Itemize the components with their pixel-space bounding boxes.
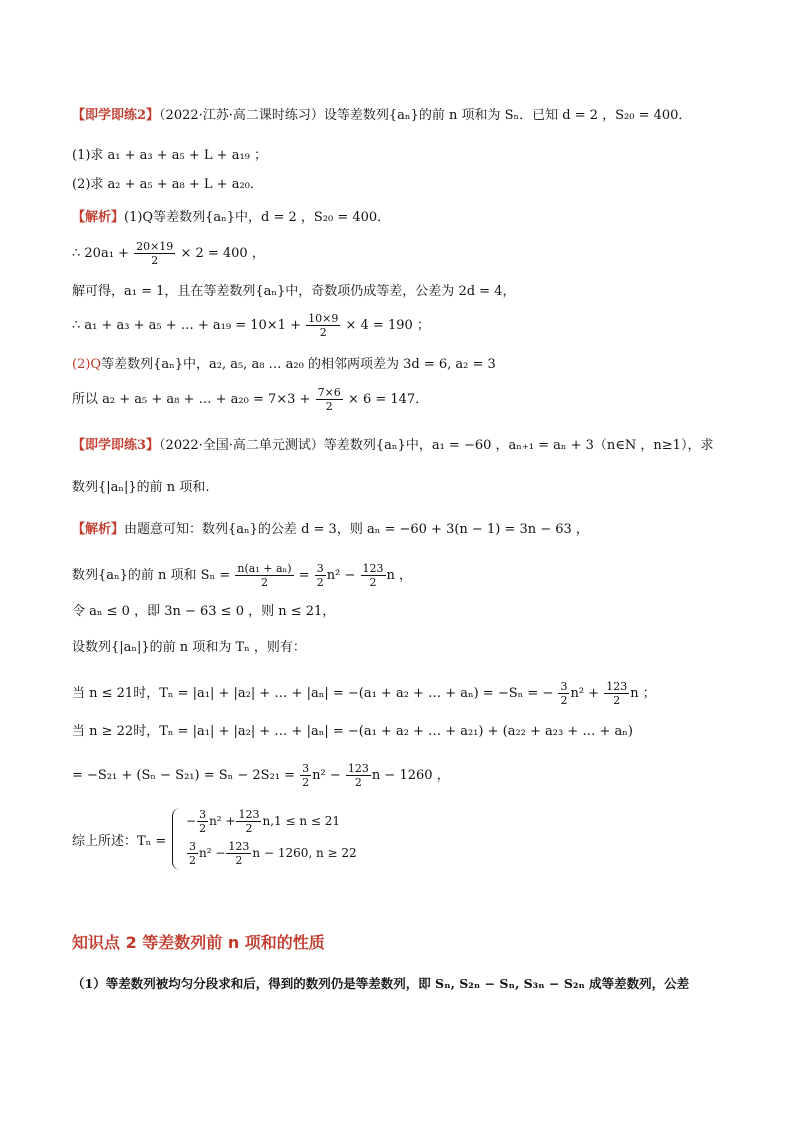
solution-2-line-6 <box>72 386 428 413</box>
exercise-3-header <box>72 436 713 456</box>
solution-2-line-3: 解可得，a₁ = 1，且在等差数列{aₙ}中，奇数项仍成等差，公差为 2d = 4， <box>72 284 516 299</box>
exercise-3-stem: 等差数列{aₙ}中，a₁ = −60 ，aₙ₊₁ = aₙ + 3（n∈N ，n≥1），求 <box>323 438 714 453</box>
solution-3-line-1 <box>72 520 589 540</box>
fraction <box>226 840 251 867</box>
minus-sign: − <box>186 814 197 828</box>
solution-2-tag: 【解析】 <box>72 210 125 225</box>
fraction <box>316 386 343 413</box>
fraction-denominator: 2 <box>260 576 268 589</box>
fraction-numerator: 3 <box>560 680 568 693</box>
solution-2-line-4 <box>72 312 430 339</box>
fraction-denominator: 2 <box>369 576 377 589</box>
solution-2-text-2b: × 2 = 400 ， <box>180 246 265 261</box>
fraction-denominator: 2 <box>302 776 310 789</box>
exercise-2-q2: (2)求 a₂ + a₅ + a₈ + L + a₂₀． <box>72 177 263 192</box>
solution-2-text-6b: × 6 = 147． <box>347 392 429 407</box>
solution-3-line-7 <box>72 762 450 789</box>
case-1-text-c: n,1 ≤ n ≤ 21 <box>262 814 341 828</box>
fraction <box>361 562 386 589</box>
fraction-numerator: n(a₁ + aₙ) <box>237 562 292 575</box>
fraction-denominator: 2 <box>316 576 324 589</box>
solution-3-text-5a: 当 n ≤ 21时，Tₙ = |a₁| + |a₂| + … + |aₙ| = −(a₁ + a₂ + … + aₙ) = −Sₙ = − <box>72 686 554 701</box>
fraction <box>558 680 569 707</box>
case-1 <box>186 808 340 835</box>
case-2 <box>186 840 357 867</box>
fraction-numerator: 10×9 <box>308 312 339 325</box>
solution-3-text-5b: n² + <box>570 686 600 701</box>
fraction-denominator: 2 <box>560 694 568 707</box>
fraction <box>306 312 340 339</box>
solution-3-line-5 <box>72 680 656 707</box>
fraction-numerator: 3 <box>199 808 207 821</box>
fraction-numerator: 3 <box>302 762 310 775</box>
exercise-3-tag: 【即学即练3】 <box>72 438 160 453</box>
solution-2-text-5: 等差数列{aₙ}中，a₂, a₅, a₈ … a₂₀ 的相邻两项差为 3d = 6, a₂ = 3 <box>101 357 496 372</box>
solution-3-text-7c: n − 1260 ， <box>371 768 450 783</box>
summary-label: 综上所述：Tₙ = <box>72 834 167 849</box>
case-2-text-c: n − 1260, n ≥ 22 <box>252 846 357 860</box>
fraction-numerator: 20×19 <box>136 240 174 253</box>
fraction <box>235 562 293 589</box>
section-paragraph-1: （1）等差数列被均匀分段求和后，得到的数列仍是等差数列，即 Sₙ, S₂ₙ − Sₙ, S₃ₙ − S₂ₙ 成等差数列，公差 <box>72 976 690 991</box>
section-heading: 知识点 2 等差数列前 n 项和的性质 <box>72 933 325 952</box>
fraction <box>315 562 326 589</box>
fraction-numerator: 3 <box>189 840 196 853</box>
exercise-2-q1: (1)求 a₁ + a₃ + a₅ + L + a₁₉ ； <box>72 148 268 163</box>
solution-3-text-2a: 数列{aₙ}的前 n 项和 Sₙ = <box>72 568 231 583</box>
fraction-numerator: 123 <box>606 680 628 693</box>
solution-2-line-1 <box>72 208 390 228</box>
solution-2-text-2a: ∴ 20a₁ + <box>72 246 129 261</box>
solution-3-tag: 【解析】 <box>72 522 125 537</box>
fraction-denominator: 2 <box>151 254 159 267</box>
fraction <box>187 840 198 867</box>
solution-2-text-4a: ∴ a₁ + a₃ + a₅ + … + a₁₉ = 10×1 + <box>72 318 301 333</box>
equals-sign: = <box>298 568 310 583</box>
exercise-2-header <box>72 106 691 126</box>
solution-3-text-5c: n ； <box>630 686 656 701</box>
solution-2-text-6a: 所以 a₂ + a₅ + a₈ + … + a₂₀ = 7×3 + <box>72 392 311 407</box>
solution-3-text-1: 由题意可知：数列{aₙ}的公差 d = 3，则 aₙ = −60 + 3(n − 1) = 3n − 63 ， <box>124 522 589 537</box>
fraction-denominator: 2 <box>319 326 327 339</box>
exercise-3-source: （2022·全国·高二单元测试） <box>159 438 324 453</box>
exercise-2-stem: 设等差数列{aₙ}的前 n 项和为 Sₙ．已知 d = 2 ，S₂₀ = 400． <box>323 108 692 123</box>
solution-2-line-5 <box>72 355 496 375</box>
solution-3-line-2 <box>72 562 412 589</box>
solution-2-text-4b: × 4 = 190 ； <box>345 318 430 333</box>
fraction-denominator: 2 <box>245 822 253 835</box>
exercise-2-source: （2022·江苏·高二课时练习） <box>159 108 324 123</box>
fraction-denominator: 2 <box>613 694 621 707</box>
exercise-2-tag: 【即学即练2】 <box>72 108 160 123</box>
fraction <box>197 808 208 835</box>
solution-3-line-6: 当 n ≥ 22时，Tₙ = |a₁| + |a₂| + … + |aₙ| = −(a₁ + a₂ + … + a₂₁) + (a₂₂ + a₂₃ + … + aₙ) <box>72 724 633 739</box>
fraction <box>236 808 261 835</box>
fraction-denominator: 2 <box>325 400 333 413</box>
solution-3-text-7a: = −S₂₁ + (Sₙ − S₂₁) = Sₙ − 2S₂₁ = <box>72 768 296 783</box>
fraction <box>134 240 175 267</box>
fraction-denominator: 2 <box>189 854 196 867</box>
solution-3-text-2e: n ， <box>386 568 413 583</box>
fraction <box>604 680 629 707</box>
fraction-denominator: 2 <box>199 822 207 835</box>
fraction-numerator: 3 <box>316 562 324 575</box>
solution-2-text-1: (1)Q等差数列{aₙ}中，d = 2 ，S₂₀ = 400． <box>124 210 391 225</box>
fraction-numerator: 123 <box>238 808 260 821</box>
fraction <box>300 762 311 789</box>
fraction-numerator: 7×6 <box>317 386 341 399</box>
exercise-3-stem-2: 数列{|aₙ|}的前 n 项和. <box>72 480 210 495</box>
fraction-denominator: 2 <box>354 776 362 789</box>
solution-3-text-7b: n² − <box>312 768 341 783</box>
solution-3-text-2c: n² − <box>326 568 356 583</box>
case-1-text-b: n² + <box>209 814 236 828</box>
solution-2-part-2-label: (2)Q <box>72 357 102 372</box>
case-2-text-b: n² − <box>199 846 226 860</box>
fraction <box>346 762 371 789</box>
solution-3-line-3: 令 aₙ ≤ 0 ，即 3n − 63 ≤ 0 ，则 n ≤ 21， <box>72 604 336 619</box>
solution-2-line-2 <box>72 240 265 267</box>
solution-3-line-4: 设数列{|aₙ|}的前 n 项和为 Tₙ ，则有： <box>72 640 306 655</box>
fraction-denominator: 2 <box>235 854 243 867</box>
fraction-numerator: 123 <box>347 762 369 775</box>
fraction-numerator: 123 <box>228 840 250 853</box>
fraction-numerator: 123 <box>362 562 384 575</box>
left-brace-icon <box>172 808 185 870</box>
